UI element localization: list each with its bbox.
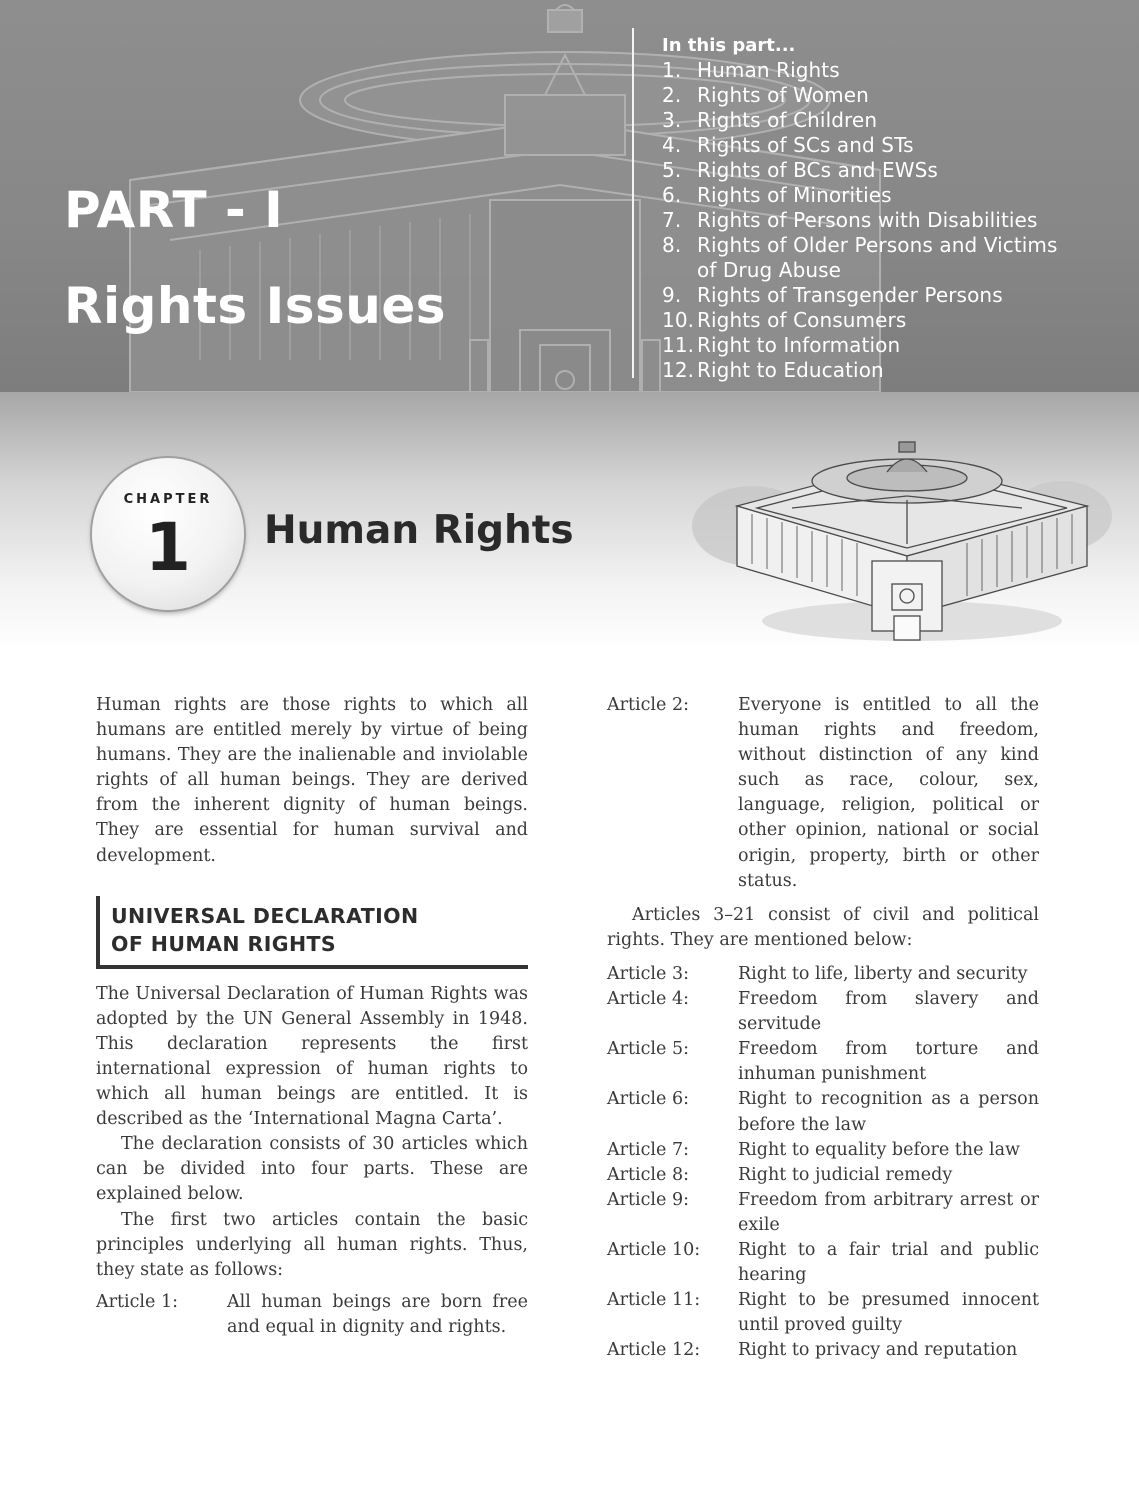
article-text: Right to life, liberty and security: [738, 963, 1028, 984]
contents-item: [662, 83, 1058, 108]
contents-item-label: Rights of Transgender Persons: [697, 283, 1003, 307]
article-entry: [607, 987, 1039, 1037]
article-entry: [607, 1138, 1039, 1163]
article-text: Right to equality before the law: [738, 1139, 1020, 1160]
article-number: Article 10:: [607, 1239, 701, 1260]
article-entry: [607, 962, 1039, 987]
article-number: Article 5:: [607, 1039, 689, 1060]
article-number: Article 3:: [607, 963, 689, 984]
article-text: Right to be presumed innocent until proved guilty: [738, 1290, 1039, 1336]
contents-item: [662, 158, 1058, 183]
contents-item-number: 1.: [662, 58, 682, 82]
part-header-banner: [0, 0, 1139, 392]
header-divider: [632, 28, 634, 378]
contents-item-label: Rights of Minorities: [697, 183, 892, 207]
article-text: Right to a fair trial and public hearing: [738, 1239, 1039, 1286]
article-number: Article 12:: [607, 1340, 701, 1361]
article-number: Article 7:: [607, 1139, 689, 1160]
chapter-label: CHAPTER: [123, 492, 213, 507]
contents-item-number: 4.: [662, 133, 682, 157]
article-number: Article 9:: [607, 1189, 689, 1210]
contents-item-number: 11.: [662, 333, 695, 357]
contents-item-label: Rights of Older Persons and Victims: [697, 233, 1058, 257]
contents-item-label: Right to Education: [697, 358, 884, 382]
article-entry: [607, 1238, 1039, 1288]
body-paragraph: The Universal Declaration of Human Rights was adopted by the UN General Assembly in 1948. This declaration represents the first international expression of human rights to which all human beings are entitled. It is described as the ‘International Magna Carta’.: [96, 983, 528, 1130]
section-heading: [96, 896, 528, 969]
contents-item: [662, 133, 1058, 158]
article-number: Article 2:: [607, 695, 689, 715]
article-number: Article 4:: [607, 989, 689, 1010]
contents-item-number: 2.: [662, 83, 682, 107]
article-entry: [607, 1188, 1039, 1238]
contents-item-number: 9.: [662, 283, 682, 307]
article-text: All human beings are born free and equal in dignity and rights.: [227, 1291, 528, 1337]
contents-item-number: 8.: [662, 233, 682, 257]
contents-item: [662, 233, 1058, 258]
body-paragraph: The declaration consists of 30 articles which can be divided into four parts. These are explained below.: [96, 1134, 528, 1205]
contents-item-label: Rights of Children: [697, 108, 878, 132]
chapter-title: Human Rights: [264, 508, 574, 553]
contents-item-label: of Drug Abuse: [697, 258, 842, 282]
article-text: Freedom from arbitrary arrest or exile: [738, 1189, 1039, 1235]
article-entry: [607, 1288, 1039, 1338]
article-entry: [607, 1163, 1039, 1188]
contents-list: [662, 58, 1058, 383]
contents-item-label: Human Rights: [697, 58, 840, 82]
contents-item: [662, 108, 1058, 133]
article-entry: [607, 1338, 1039, 1363]
body-paragraph: The first two articles contain the basic principles underlying all human rights. Thus, they state as follows:: [96, 1209, 528, 1280]
article-number: Article 8:: [607, 1164, 689, 1185]
left-column: [96, 693, 528, 1340]
part-subtitle: Rights Issues: [64, 277, 446, 335]
article-text: Freedom from torture and inhuman punishment: [738, 1039, 1039, 1085]
contents-item: [662, 208, 1058, 233]
contents-item: [662, 58, 1058, 83]
section-heading-line: UNIVERSAL DECLARATION: [111, 903, 419, 928]
contents-item: [662, 308, 1058, 333]
intro-paragraph: Human rights are those rights to which all humans are entitled merely by virtue of being humans. They are the inalienable and inviolable rights of all human beings. They are derived from the inherent dignity of human beings. They are essential for human survival and development.: [96, 695, 528, 866]
article-entry: [607, 1087, 1039, 1137]
article-number: Article 1:: [96, 1291, 178, 1312]
contents-item-label: Rights of BCs and EWSs: [697, 158, 938, 182]
chapter-badge: [92, 458, 244, 610]
part-number: PART - I: [64, 181, 284, 239]
contents-item: [662, 183, 1058, 208]
contents-item-number: 10.: [662, 308, 695, 332]
article-text: Everyone is entitled to all the human rights and freedom, without distinction of any kind such as race, colour, sex, language, religion, political or other opinion, national or social origin, property, birth or other status.: [738, 695, 1039, 891]
article-text: Right to privacy and reputation: [738, 1340, 1018, 1361]
right-column: [607, 693, 1039, 1363]
contents-item-number: 5.: [662, 158, 682, 182]
part-title: [64, 162, 446, 354]
part-contents: [662, 34, 1058, 383]
article-entry: [607, 693, 1039, 894]
contents-item-number: 6.: [662, 183, 682, 207]
contents-item-label: Right to Information: [697, 333, 901, 357]
contents-item-number: 3.: [662, 108, 682, 132]
chapter-number: 1: [145, 509, 191, 586]
contents-heading: In this part...: [662, 35, 796, 56]
contents-item-label: Rights of Women: [697, 83, 869, 107]
article-entry: [607, 1037, 1039, 1087]
contents-item-label: Rights of SCs and STs: [697, 133, 914, 157]
parliament-illustration: [682, 436, 1122, 646]
article-number: Article 6:: [607, 1089, 689, 1110]
article-text: Right to judicial remedy: [738, 1164, 953, 1185]
contents-item-label: Rights of Consumers: [697, 308, 907, 332]
contents-item: [662, 283, 1058, 308]
article-text: Right to recognition as a person before the law: [738, 1089, 1039, 1135]
contents-item-number: 7.: [662, 208, 682, 232]
contents-item: [662, 333, 1058, 358]
article-entry: [96, 1290, 528, 1340]
article-text: Freedom from slavery and servitude: [738, 989, 1039, 1035]
contents-item-continuation: [662, 258, 1058, 283]
contents-item-number: 12.: [662, 358, 695, 382]
contents-item: [662, 358, 1058, 383]
contents-item-label: Rights of Persons with Disabilities: [697, 208, 1038, 232]
article-number: Article 11:: [607, 1290, 701, 1311]
body-paragraph: Articles 3–21 consist of civil and political rights. They are mentioned below:: [607, 904, 1039, 950]
section-heading-line: OF HUMAN RIGHTS: [111, 931, 337, 956]
